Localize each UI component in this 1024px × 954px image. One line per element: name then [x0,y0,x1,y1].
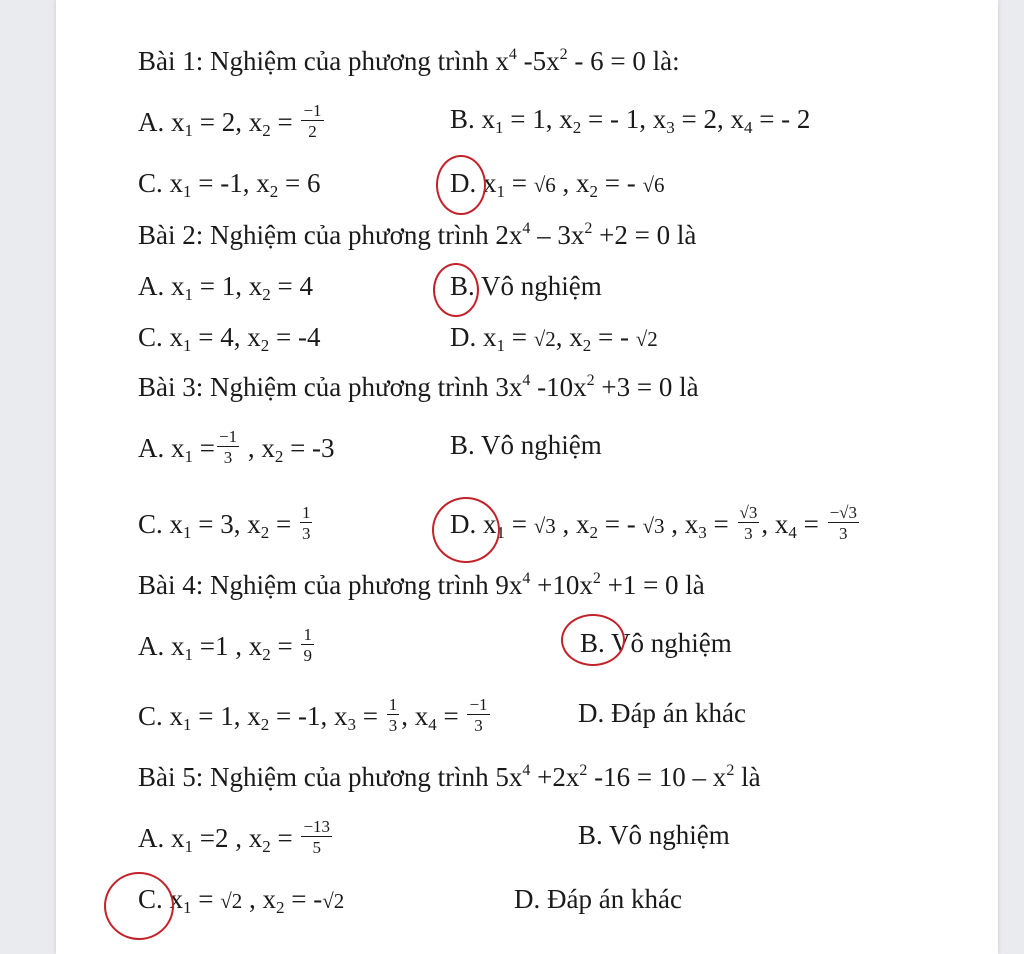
q1-option-a: A. $x_1 = 2$, $x_2$ = $\frac{-1}{2}$ [138,101,322,141]
q1-option-b: B. $x_1 = 1$, $x_2$ = - 1, $x_3 = 2$, $x_4$ = - 2 [450,104,811,137]
document-page [56,0,998,954]
q5-option-b: B. Vô nghiệm [578,820,730,850]
q5-option-a: A. $x_1 =2$ , $x_2$ = $\frac{-13}{5}$ [138,817,331,857]
fraction: $\frac{-1}{3}$ [218,427,238,467]
q5-option-c: C. $x_1 = √2$ , $x_2 = -√2$ [138,884,345,917]
question-2: Bài 2: Nghiệm của phương trình $2x^4 - 3x^2 +2 = 0$ là [138,220,697,250]
fraction: $\frac{1}{9}$ [303,625,312,665]
q1-option-c: C. $x_1 = -1$, $x_2 = 6$ [138,168,321,201]
fraction: $\frac{1}{3}$ [301,503,311,543]
q4-option-c: C. $x_1 = 1$, $x_2 = -1$, $x_3$ = $\frac{1}{3}$ , $x_4$ = $\frac{-1}{3}$ [138,695,488,735]
q3-option-b: B. Vô nghiệm [450,430,602,460]
q1-option-d: D. $x_1 = √6$ , $x_2$ = - √6 [450,168,665,201]
question-4: Bài 4: Nghiệm của phương trình $9x^4 +10x^2 +1 = 0$ là [138,570,705,600]
q2-option-a: A. $x_1 = 1$, $x_2 = 4$ [138,271,313,304]
q4-option-b: B. Vô nghiệm [580,628,732,658]
q3-option-d: D. $x_1 = √3$ , $x_2$ = - √3 , $x_3$ = $\frac{√3}{3}$ , $x_4$ = $\frac{-√3}{3}$ [450,503,857,543]
question-1: Bài 1: Nghiệm của phương trình $x^4$ $-5x^2 - 6 = 0$ là: [138,46,680,76]
q2-option-d: D. $x_1 = √2$, $x_2$ = - √2 [450,322,658,355]
fraction: $\frac{-13}{5}$ [303,817,331,857]
fraction: $\frac{-1}{2}$ [303,101,322,141]
fraction: $\frac{-√3}{3}$ [829,503,857,543]
q4-option-a: A. $x_1 =1$ , $x_2$ = $\frac{1}{9}$ [138,625,312,665]
q3-option-c: C. $x_1 = 3$, $x_2$ = $\frac{1}{3}$ [138,503,311,543]
question-5: Bài 5: Nghiệm của phương trình $5x^4 +2x^2$ $-16 = 10 - x^2$ là [138,762,761,792]
q2-option-b: B. Vô nghiệm [450,271,602,301]
fraction: $\frac{-1}{3}$ [469,695,488,735]
q4-option-d: D. Đáp án khác [578,698,746,728]
fraction: $\frac{1}{3}$ [388,695,398,735]
question-3: Bài 3: Nghiệm của phương trình $3x^4$ $-10x^2 +3 = 0$ là [138,372,699,402]
q2-option-c: C. $x_1 = 4$, $x_2 = -4$ [138,322,321,355]
q5-option-d: D. Đáp án khác [514,884,682,914]
fraction: $\frac{√3}{3}$ [739,503,758,543]
q3-option-a: A. $x_1$ = $\frac{-1}{3}$ , $x_2 = -3$ [138,427,335,467]
